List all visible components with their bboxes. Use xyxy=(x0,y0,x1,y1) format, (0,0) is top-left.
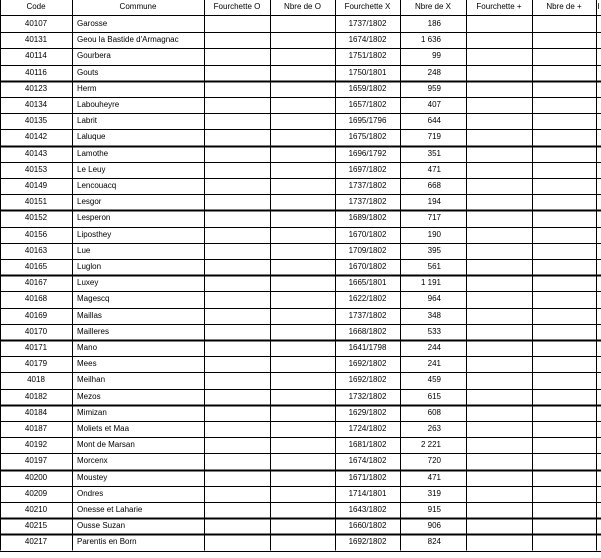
commune-cell: Mont de Marsan xyxy=(77,440,135,449)
fourchette-x-cell: 1660/1802 xyxy=(348,521,387,530)
fourchette-x-cell: 1670/1802 xyxy=(348,230,387,239)
code-cell: 40153 xyxy=(24,165,48,174)
code-cell: 40167 xyxy=(24,278,48,287)
nbre-x-cell: 471 xyxy=(427,473,441,482)
nbre-x-cell: 348 xyxy=(427,311,441,320)
commune-cell: Herm xyxy=(77,84,97,93)
nbre-x-cell: 824 xyxy=(427,537,441,546)
code-cell: 40170 xyxy=(24,327,48,336)
code-cell: 40209 xyxy=(24,489,48,498)
code-cell: 40165 xyxy=(24,262,48,271)
nbre-x-cell: 964 xyxy=(427,294,441,303)
fourchette-x-cell: 1724/1802 xyxy=(348,424,387,433)
commune-cell: Laluque xyxy=(77,132,106,141)
commune-cell: Mees xyxy=(77,359,97,368)
commune-cell: Labouheyre xyxy=(77,100,120,109)
fourchette-x-cell: 1641/1798 xyxy=(348,343,387,352)
commune-cell: Ousse Suzan xyxy=(77,521,126,530)
commune-cell: Meilhan xyxy=(77,375,106,384)
fourchette-x-cell: 1629/1802 xyxy=(348,408,387,417)
commune-cell: Lue xyxy=(77,246,91,255)
code-cell: 40152 xyxy=(24,213,48,222)
code-cell: 40116 xyxy=(25,68,47,77)
code-cell: 40184 xyxy=(24,408,48,417)
commune-cell: Ondres xyxy=(77,489,104,498)
commune-cell: Lesperon xyxy=(77,213,111,222)
code-cell: 40163 xyxy=(24,246,48,255)
nbre-x-cell: 644 xyxy=(427,116,441,125)
nbre-x-cell: 2 221 xyxy=(420,440,441,449)
code-cell: 40156 xyxy=(24,230,48,239)
commune-cell: Mezos xyxy=(77,392,101,401)
column-header: Code xyxy=(26,2,46,11)
commune-cell: Gourbera xyxy=(77,51,111,60)
commune-cell: Lesgor xyxy=(77,197,102,206)
fourchette-x-cell: 1674/1802 xyxy=(348,456,387,465)
nbre-x-cell: 319 xyxy=(427,489,441,498)
fourchette-x-cell: 1737/1802 xyxy=(348,311,387,320)
fourchette-x-cell: 1675/1802 xyxy=(348,132,387,141)
fourchette-x-cell: 1668/1802 xyxy=(348,327,387,336)
nbre-x-cell: 1 191 xyxy=(420,278,441,287)
fourchette-x-cell: 1674/1802 xyxy=(348,35,387,44)
fourchette-x-cell: 1692/1802 xyxy=(348,375,387,384)
nbre-x-cell: 561 xyxy=(427,262,441,271)
nbre-x-cell: 668 xyxy=(427,181,441,190)
fourchette-x-cell: 1665/1801 xyxy=(348,278,387,287)
code-cell: 40182 xyxy=(24,392,48,401)
fourchette-x-cell: 1657/1802 xyxy=(348,100,387,109)
fourchette-x-cell: 1692/1802 xyxy=(348,537,387,546)
nbre-x-cell: 471 xyxy=(427,165,441,174)
code-cell: 40169 xyxy=(24,311,48,320)
code-cell: 40179 xyxy=(24,359,48,368)
nbre-x-cell: 395 xyxy=(427,246,441,255)
nbre-x-cell: 241 xyxy=(427,359,441,368)
fourchette-x-cell: 1697/1802 xyxy=(348,165,387,174)
column-header: Fourchette X xyxy=(344,2,391,11)
fourchette-x-cell: 1737/1802 xyxy=(348,181,387,190)
code-cell: 40135 xyxy=(24,116,48,125)
nbre-x-cell: 194 xyxy=(427,197,441,206)
nbre-x-cell: 906 xyxy=(427,521,441,530)
nbre-x-cell: 533 xyxy=(427,327,441,336)
nbre-x-cell: 459 xyxy=(427,375,441,384)
nbre-x-cell: 608 xyxy=(427,408,441,417)
fourchette-x-cell: 1751/1802 xyxy=(348,51,387,60)
nbre-x-cell: 351 xyxy=(427,149,441,158)
nbre-x-cell: 615 xyxy=(427,392,441,401)
commune-cell: Luglon xyxy=(77,262,102,271)
commune-cell: Mimizan xyxy=(77,408,107,417)
commune-cell: Maillas xyxy=(77,311,102,320)
fourchette-x-cell: 1737/1802 xyxy=(348,19,387,28)
code-cell: 40171 xyxy=(24,343,48,352)
fourchette-x-cell: 1732/1802 xyxy=(348,392,387,401)
nbre-x-cell: 248 xyxy=(427,68,441,77)
fourchette-x-cell: 1695/1796 xyxy=(348,116,387,125)
commune-cell: Liposthey xyxy=(77,230,112,239)
fourchette-x-cell: 1689/1802 xyxy=(348,213,387,222)
fourchette-x-cell: 1670/1802 xyxy=(348,262,387,271)
nbre-x-cell: 915 xyxy=(427,505,441,514)
fourchette-x-cell: 1643/1802 xyxy=(348,505,387,514)
commune-cell: Geou la Bastide d'Armagnac xyxy=(77,35,179,44)
code-cell: 40197 xyxy=(24,456,48,465)
nbre-x-cell: 407 xyxy=(427,100,441,109)
commune-cell: Moliets et Maa xyxy=(77,424,130,433)
code-cell: 40142 xyxy=(24,132,48,141)
commune-cell: Lamothe xyxy=(77,149,109,158)
fourchette-x-cell: 1737/1802 xyxy=(348,197,387,206)
code-cell: 40200 xyxy=(24,473,48,482)
fourchette-x-cell: 1692/1802 xyxy=(348,359,387,368)
commune-cell: Parentis en Born xyxy=(77,537,137,546)
commune-cell: Luxey xyxy=(77,278,99,287)
code-cell: 40215 xyxy=(24,521,48,530)
nbre-x-cell: 244 xyxy=(427,343,441,352)
code-cell: 40131 xyxy=(24,35,48,44)
code-cell: 40134 xyxy=(24,100,48,109)
nbre-x-cell: 959 xyxy=(427,84,441,93)
fourchette-x-cell: 1659/1802 xyxy=(348,84,387,93)
commune-cell: Garosse xyxy=(77,19,108,28)
fourchette-x-cell: 1750/1801 xyxy=(348,68,387,77)
column-header: Fourchette O xyxy=(213,2,261,11)
code-cell: 40149 xyxy=(24,181,48,190)
code-cell: 40123 xyxy=(24,84,48,93)
commune-cell: Le Leuy xyxy=(77,165,106,174)
column-header: Nbre de X xyxy=(414,2,452,11)
fourchette-x-cell: 1622/1802 xyxy=(348,294,387,303)
nbre-x-cell: 263 xyxy=(427,424,441,433)
nbre-x-cell: 719 xyxy=(427,132,441,141)
column-header: I xyxy=(597,2,600,11)
commune-cell: Magescq xyxy=(77,294,110,303)
column-header: Nbre de + xyxy=(546,2,582,11)
commune-cell: Labrit xyxy=(77,116,98,125)
fourchette-x-cell: 1709/1802 xyxy=(348,246,387,255)
fourchette-x-cell: 1681/1802 xyxy=(348,440,387,449)
nbre-x-cell: 717 xyxy=(427,213,441,222)
column-header: Nbre de O xyxy=(284,2,321,11)
nbre-x-cell: 720 xyxy=(427,456,441,465)
nbre-x-cell: 186 xyxy=(427,19,441,28)
code-cell: 4018 xyxy=(27,375,45,384)
nbre-x-cell: 99 xyxy=(432,51,441,60)
nbre-x-cell: 1 636 xyxy=(420,35,441,44)
commune-cell: Lencouacq xyxy=(77,181,117,190)
commune-cell: Mailleres xyxy=(77,327,110,336)
code-cell: 40151 xyxy=(24,197,48,206)
code-cell: 40192 xyxy=(24,440,48,449)
fourchette-x-cell: 1671/1802 xyxy=(348,473,387,482)
code-cell: 40187 xyxy=(24,424,48,433)
code-cell: 40107 xyxy=(24,19,48,28)
commune-cell: Moustey xyxy=(77,473,108,482)
code-cell: 40210 xyxy=(24,505,48,514)
column-header: Commune xyxy=(119,2,157,11)
code-cell: 40143 xyxy=(24,149,48,158)
commune-cell: Onesse et Laharie xyxy=(77,505,143,514)
code-cell: 40217 xyxy=(24,537,48,546)
commune-cell: Gouts xyxy=(77,68,99,77)
code-cell: 40114 xyxy=(25,51,47,60)
nbre-x-cell: 190 xyxy=(427,230,441,239)
fourchette-x-cell: 1714/1801 xyxy=(348,489,387,498)
fourchette-x-cell: 1696/1792 xyxy=(348,149,387,158)
column-header: Fourchette + xyxy=(476,2,522,11)
commune-cell: Mano xyxy=(77,343,98,352)
commune-cell: Morcenx xyxy=(77,456,108,465)
code-cell: 40168 xyxy=(24,294,48,303)
